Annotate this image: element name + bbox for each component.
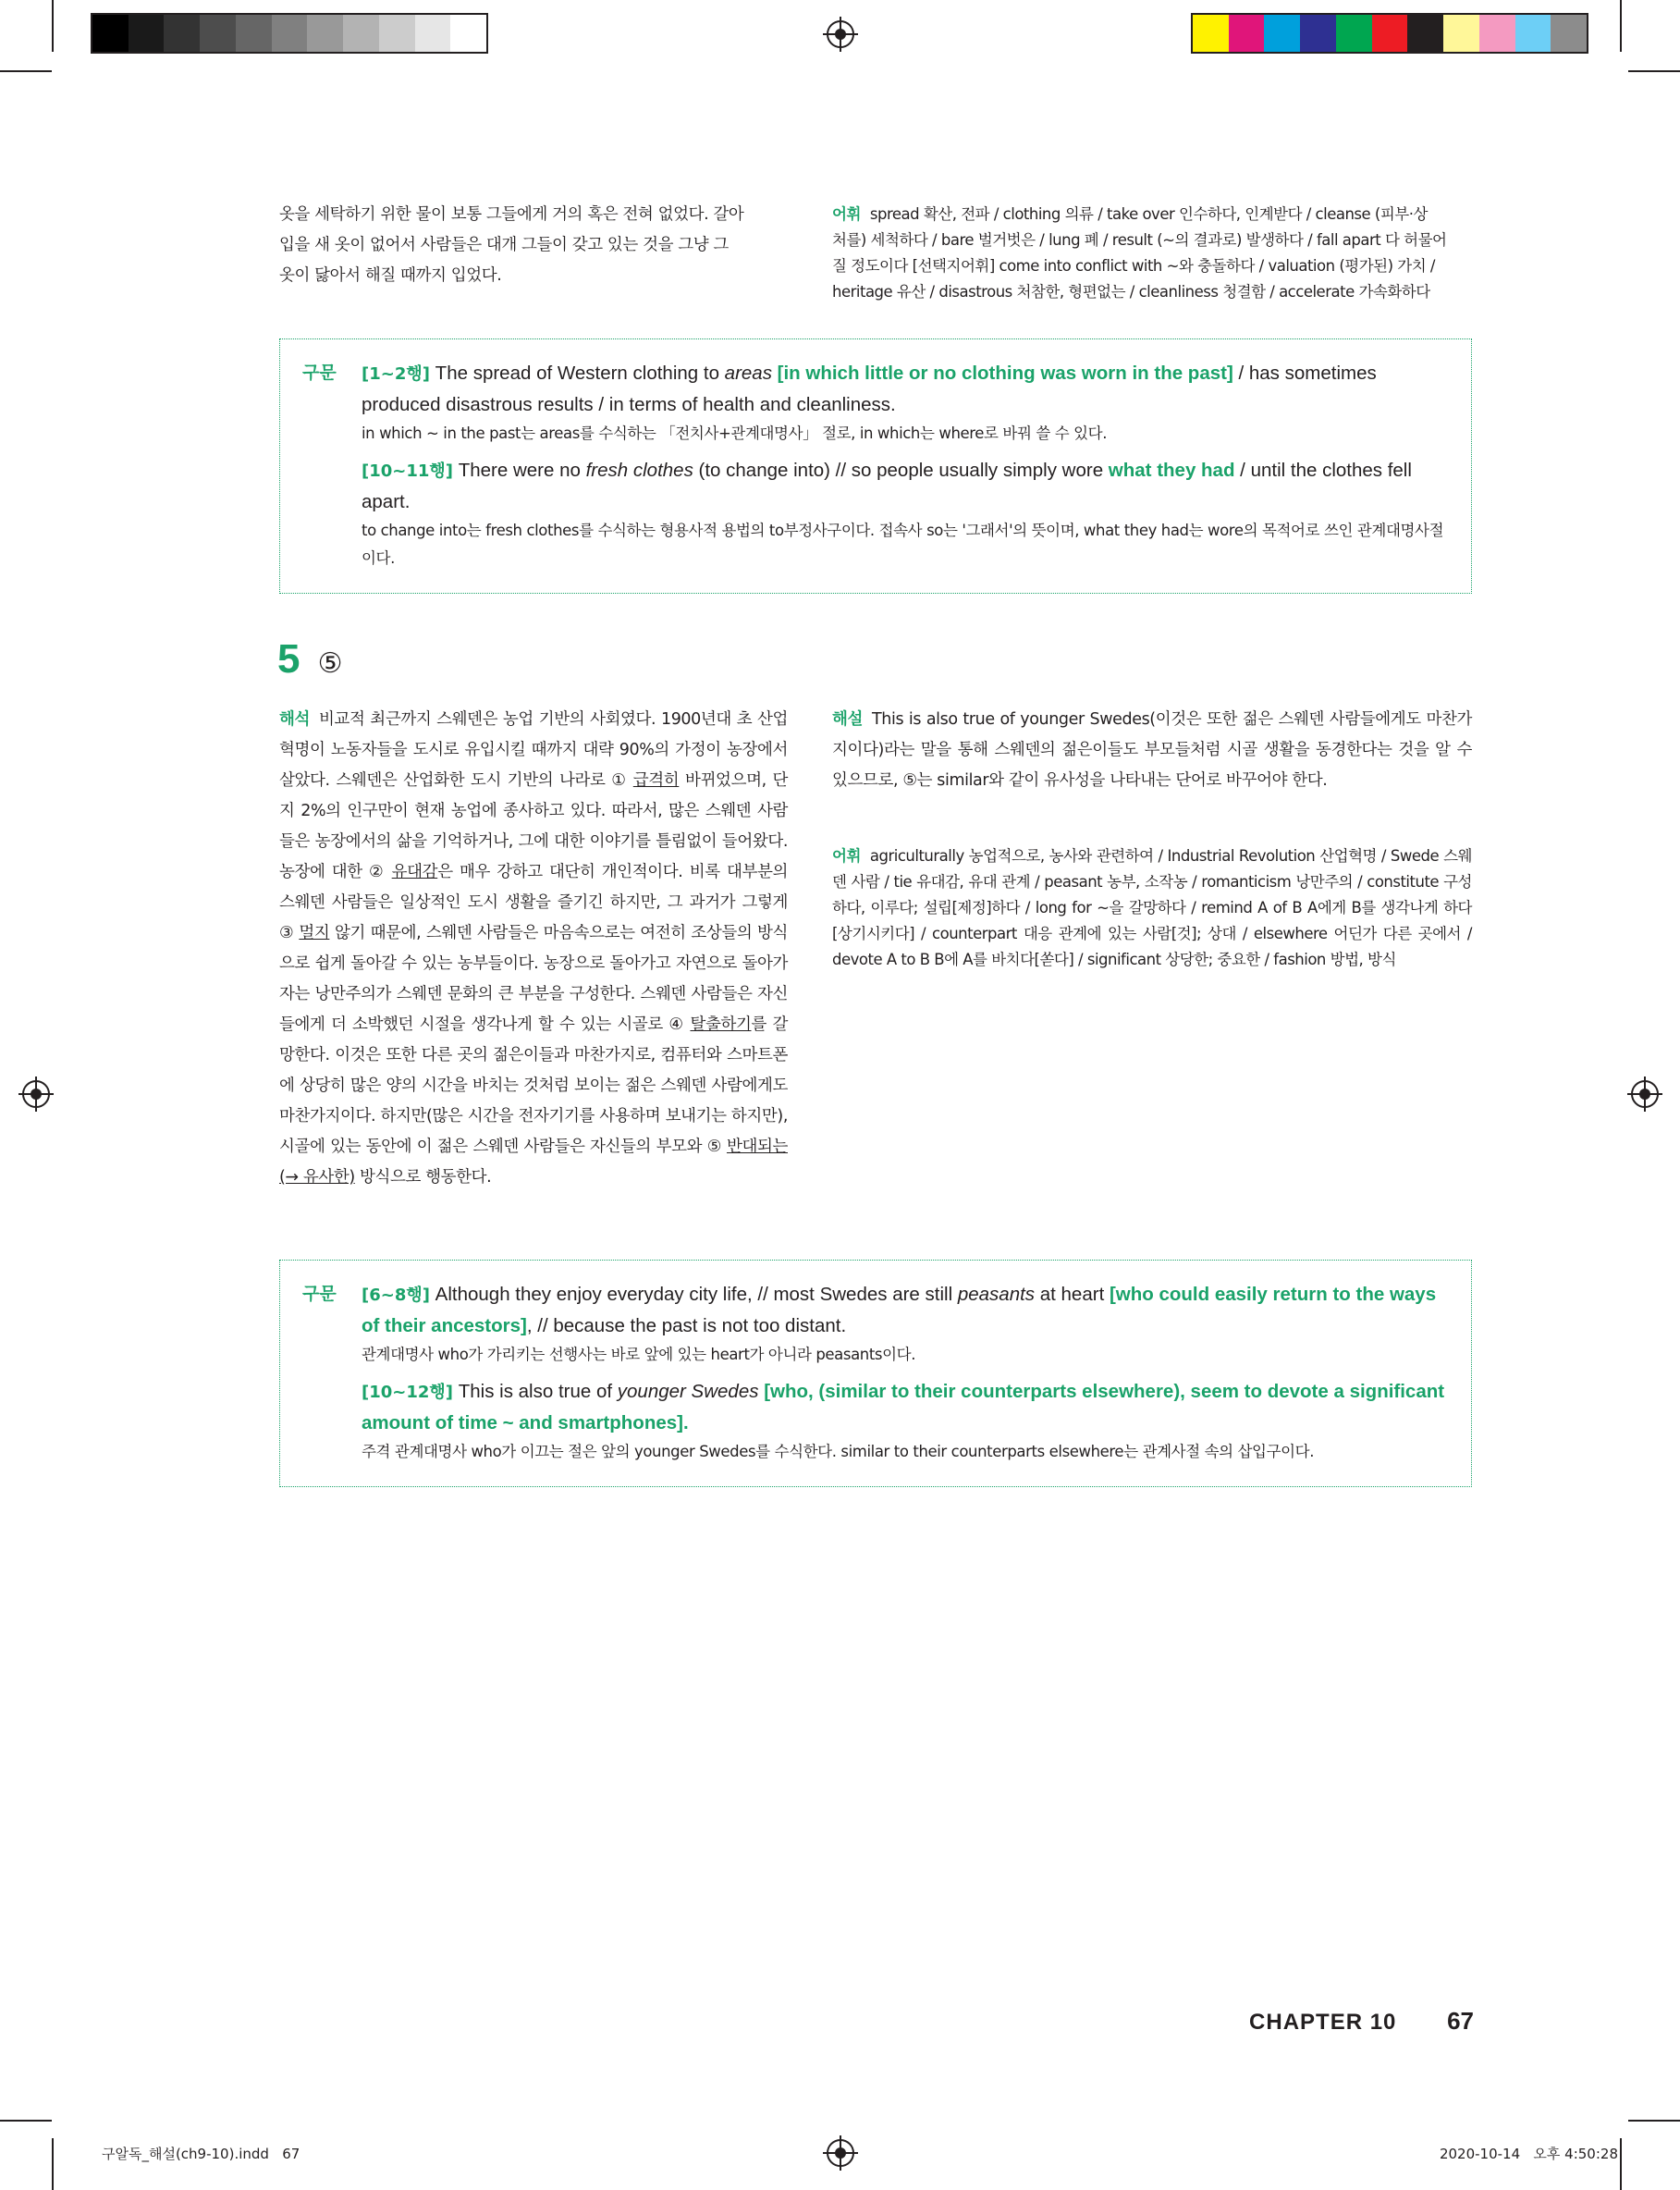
translation-line: 옷이 닳아서 해질 때까지 입었다. bbox=[279, 266, 502, 285]
page-number: 67 bbox=[1447, 2007, 1474, 2035]
syntax-note: in which ~ in the past는 areas를 수식하는 「전치사+관계대명사」 절로, in which는 where로 바꿔 쓸 수 있다. bbox=[362, 424, 1108, 442]
sentence-text: Although they enjoy everyday city life, // most Swedes are still bbox=[429, 1284, 958, 1305]
underlined-choice: 탈출하기 bbox=[690, 1015, 752, 1034]
color-swatch bbox=[1443, 15, 1479, 52]
translation-line: 입을 새 옷이 없어서 사람들은 대개 그들이 갖고 있는 것을 그냥 그 bbox=[279, 236, 729, 254]
color-swatch bbox=[200, 15, 236, 52]
color-swatch bbox=[379, 15, 415, 52]
vocab-label: 어휘 bbox=[832, 847, 861, 865]
color-swatch bbox=[1193, 15, 1229, 52]
translation-text: 비교적 최근까지 스웨덴은 농업 기반의 사회였다. 1900년대 초 산업혁명이 노동자들을 도시로 유입시킬 때까지 대략 90%의 가정이 농장에서 살았다. 스웨덴은 산업화한 도시 기반의 나라로 ① bbox=[279, 710, 788, 790]
translation-text: 바뀌었으며, 단지 2%의 인구만이 현재 농업에 종사하고 있다. 따라서, 많은 스웨덴 사람들은 농장에서의 삶을 기억하거나, 그에 대한 이야기를 틀림없이 들어왔다. 농장에 대한 ② bbox=[279, 771, 788, 881]
syntax-box-2 bbox=[279, 1260, 1472, 1487]
running-footer bbox=[1202, 2007, 1474, 2036]
sentence-italic: areas bbox=[724, 363, 772, 384]
color-swatch bbox=[272, 15, 308, 52]
color-swatch bbox=[1551, 15, 1587, 52]
color-swatch bbox=[1264, 15, 1300, 52]
translation-text: 를 갈망한다. 이것은 또한 다른 곳의 젊은이들과 마찬가지로, 컴퓨터와 스마트폰에 상당히 많은 양의 시간을 바치는 것처럼 보이는 젊은 스웨덴 사람에게도 마찬가지이다. 하지만(많은 시간을 전자기기를 사용하며 보내기는 하지만), 시골에 있는 동안에 이 젊은 스웨덴 사람들은 자신들의 부모와 ⑤ bbox=[279, 1015, 788, 1156]
sentence-highlight: [in which little or no clothing was worn in the past] bbox=[771, 363, 1233, 384]
color-swatch bbox=[343, 15, 379, 52]
registration-mark-icon bbox=[827, 20, 854, 48]
line-ref: [10~12행] bbox=[362, 1383, 454, 1402]
syntax-sentence bbox=[362, 1376, 1449, 1438]
underlined-choice: 멀지 bbox=[299, 924, 330, 942]
slug-file-name: 구알독_해설(ch9-10).indd 67 bbox=[102, 2146, 300, 2162]
underlined-choice: 급격히 bbox=[632, 771, 680, 790]
sentence-text: at heart bbox=[1035, 1284, 1110, 1305]
vocab-line: 질 정도이다 [선택지어휘] come into conflict with ~와 충돌하다 / valuation (평가된) 가치 / bbox=[832, 257, 1435, 275]
color-swatch bbox=[1515, 15, 1551, 52]
sentence-italic: younger Swedes bbox=[617, 1381, 759, 1402]
chapter-label: CHAPTER 10 bbox=[1249, 2010, 1397, 2035]
top-vocabulary bbox=[832, 202, 1479, 305]
vocab-line: spread 확산, 전파 / clothing 의류 / take over 인수하다, 인계받다 / cleanse (피부·상 bbox=[869, 205, 1428, 223]
line-ref: [1~2행] bbox=[362, 364, 430, 384]
translation-text: 않기 때문에, 스웨덴 사람들은 마음속으로는 여전히 조상들의 방식으로 쉽게 돌아갈 수 있는 농부들이다. 농장으로 돌아가고 자연으로 돌아가자는 낭만주의가 스웨덴 문화의 큰 부분을 구성한다. 스웨덴 사람들은 자신들에게 더 소박했던 시절을 생각나게 할 수 있는 시골로 ④ bbox=[279, 924, 788, 1034]
question-translation bbox=[279, 705, 788, 1193]
registration-mark-icon bbox=[1631, 1080, 1659, 1108]
color-swatch bbox=[1407, 15, 1443, 52]
sentence-highlight: what they had bbox=[1108, 460, 1235, 481]
question-answer: ⑤ bbox=[317, 647, 343, 680]
line-ref: [10~11행] bbox=[362, 461, 454, 481]
sentence-italic: fresh clothes bbox=[585, 460, 693, 481]
syntax-sentence bbox=[362, 455, 1449, 517]
color-swatch bbox=[450, 15, 486, 52]
syntax-note: 관계대명사 who가 가리키는 선행사는 바로 앞에 있는 heart가 아니라 peasants이다. bbox=[362, 1346, 916, 1363]
process-color-bar bbox=[1191, 13, 1588, 54]
vocab-text: agriculturally 농업적으로, 농사와 관련하여 / Industrial Revolution 산업혁명 / Swede 스웨덴 사람 / tie 유대감, 유대 관계 / peasant 농부, 소작농 / romanticism 낭만주의 / constitute 구성하다, 이루다; 설립[제정]하다 / long for ~을 갈망하다 / remind A of B A에게 B를 생각나게 하다[상기시키다] / counterpart 대응 관계에 있는 사람[것]; 상대 / elsewhere 어딘가 다른 곳에서 / devote A to B B에 A를 바치다[쏟다] / significant 상당한; 중요한 / fashion 방법, 방식 bbox=[832, 847, 1472, 968]
color-swatch bbox=[92, 15, 129, 52]
syntax-label: 구문 bbox=[302, 363, 337, 383]
crop-mark bbox=[1620, 2138, 1622, 2190]
crop-mark bbox=[0, 70, 52, 72]
explanation-text: This is also true of younger Swedes(이것은 또한 젊은 스웨덴 사람들에게도 마찬가지이다)라는 말을 통해 스웨덴의 젊은이들도 부모들처럼 시골 생활을 동경한다는 것을 알 수 있으므로, ⑤는 similar와 같이 유사성을 나타내는 단어로 바꾸어야 한다. bbox=[832, 710, 1472, 790]
sentence-text: There were no bbox=[453, 460, 586, 481]
color-swatch bbox=[129, 15, 165, 52]
question-header bbox=[277, 636, 342, 683]
syntax-label: 구문 bbox=[302, 1284, 337, 1304]
sentence-text: (to change into) // so people usually simply wore bbox=[693, 460, 1109, 481]
sentence-text: , // because the past is not too distant. bbox=[526, 1315, 847, 1336]
color-swatch bbox=[1229, 15, 1265, 52]
question-vocabulary bbox=[832, 843, 1472, 973]
syntax-box-1 bbox=[279, 338, 1472, 594]
sentence-highlight: [who could easily return to the ways of their ancestors] bbox=[362, 1284, 1437, 1336]
underlined-choice: 반대되는(→ 유사한) bbox=[279, 1138, 788, 1187]
sentence-text: This is also true of bbox=[453, 1381, 618, 1402]
underlined-choice: 유대감 bbox=[391, 863, 438, 881]
sentence-italic: peasants bbox=[957, 1284, 1036, 1305]
crop-mark bbox=[1628, 2120, 1680, 2122]
color-swatch bbox=[415, 15, 451, 52]
syntax-sentence bbox=[362, 358, 1449, 420]
crop-mark bbox=[52, 0, 54, 52]
sentence-highlight: [who, (similar to their counterparts elsewhere), seem to devote a significant amount of time ~ and smartphones]. bbox=[362, 1381, 1445, 1433]
color-swatch bbox=[307, 15, 343, 52]
slug-timestamp: 2020-10-14 오후 4:50:28 bbox=[1439, 2146, 1618, 2162]
vocab-line: heritage 유산 / disastrous 처참한, 형편없는 / cleanliness 청결함 / accelerate 가속화하다 bbox=[832, 283, 1430, 301]
question-explanation bbox=[832, 705, 1472, 796]
color-swatch bbox=[1479, 15, 1515, 52]
sentence-text: / until the clothes fell apart. bbox=[362, 460, 1412, 512]
syntax-note: to change into는 fresh clothes를 수식하는 형용사적 용법의 to부정사구이다. 접속사 so는 '그래서'의 뜻이며, what they had는 wore의 목적어로 쓰인 관계대명사절이다. bbox=[362, 522, 1444, 567]
translation-text: 은 매우 강하고 대단히 개인적이다. 비록 대부분의 스웨덴 사람들은 일상적인 도시 생활을 즐기긴 하지만, 그 과거가 그렇게 ③ bbox=[279, 863, 788, 942]
registration-mark-icon bbox=[827, 2139, 854, 2167]
top-translation bbox=[279, 200, 790, 291]
vocab-label: 어휘 bbox=[832, 205, 861, 223]
color-swatch bbox=[1372, 15, 1408, 52]
crop-mark bbox=[0, 2120, 52, 2122]
crop-mark bbox=[1628, 70, 1680, 72]
crop-mark bbox=[52, 2138, 54, 2190]
registration-mark-icon bbox=[22, 1080, 50, 1108]
explanation-label: 해설 bbox=[832, 710, 864, 729]
sentence-text: The spread of Western clothing to bbox=[429, 363, 725, 384]
translation-line: 옷을 세탁하기 위한 물이 보통 그들에게 거의 혹은 전혀 없었다. 갈아 bbox=[279, 205, 744, 224]
syntax-sentence bbox=[362, 1279, 1449, 1341]
translation-label: 해석 bbox=[279, 710, 311, 729]
color-swatch bbox=[164, 15, 200, 52]
crop-mark bbox=[1620, 0, 1622, 52]
line-ref: [6~8행] bbox=[362, 1286, 430, 1305]
grayscale-color-bar bbox=[91, 13, 488, 54]
question-number: 5 bbox=[277, 636, 300, 682]
sentence-text: / has sometimes produced disastrous results / in terms of health and cleanliness. bbox=[362, 363, 1377, 415]
color-swatch bbox=[236, 15, 272, 52]
translation-text: 방식으로 행동한다. bbox=[354, 1168, 492, 1187]
color-swatch bbox=[1300, 15, 1336, 52]
vocab-line: 처를) 세척하다 / bare 벌거벗은 / lung 폐 / result (~의 결과로) 발생하다 / fall apart 다 허물어 bbox=[832, 231, 1447, 249]
syntax-note: 주격 관계대명사 who가 이끄는 절은 앞의 younger Swedes를 수식한다. similar to their counterparts elsewhere는 관계사절 속의 삽입구이다. bbox=[362, 1443, 1315, 1460]
color-swatch bbox=[1336, 15, 1372, 52]
